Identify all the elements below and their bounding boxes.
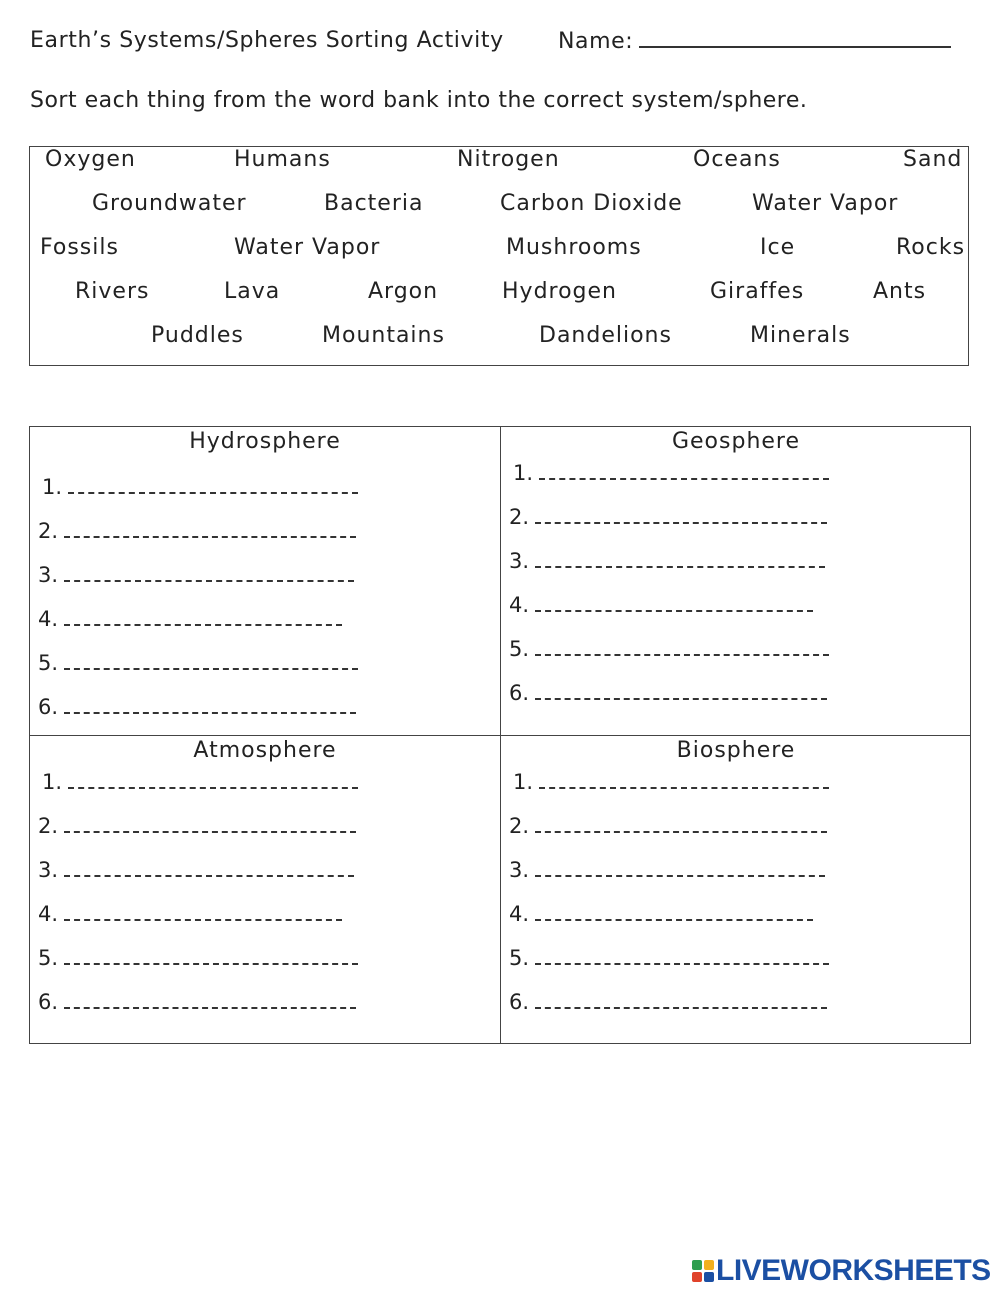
word-bank-item: Carbon Dioxide — [500, 191, 683, 216]
geosphere-title: Geosphere — [671, 429, 801, 454]
answer-line[interactable] — [38, 990, 356, 1014]
word-bank-item: Rivers — [75, 279, 150, 304]
instructions: Sort each thing from the word bank into the correct system/sphere. — [30, 88, 808, 113]
line-number: 5. — [38, 946, 59, 970]
word-bank-item: Dandelions — [539, 323, 672, 348]
answer-blank[interactable] — [64, 907, 342, 921]
answer-line[interactable] — [513, 770, 829, 794]
answer-line[interactable] — [509, 681, 827, 705]
answer-line[interactable] — [42, 770, 358, 794]
line-number: 3. — [509, 858, 530, 882]
word-bank — [29, 146, 969, 366]
answer-blank[interactable] — [68, 480, 358, 494]
answer-blank[interactable] — [535, 510, 827, 524]
word-bank-item: Oceans — [693, 147, 781, 172]
liveworksheets-logo-text: LIVEWORKSHEETS — [716, 1254, 991, 1287]
line-number: 6. — [38, 990, 59, 1014]
answer-blank[interactable] — [64, 612, 342, 626]
answer-line[interactable] — [38, 858, 354, 882]
answer-blank[interactable] — [68, 775, 358, 789]
line-number: 3. — [38, 563, 59, 587]
answer-blank[interactable] — [64, 656, 358, 670]
answer-line[interactable] — [38, 946, 358, 970]
line-number: 1. — [513, 461, 534, 485]
word-bank-item: Water Vapor — [234, 235, 381, 260]
answer-blank[interactable] — [64, 863, 354, 877]
answer-line[interactable] — [38, 814, 356, 838]
answer-blank[interactable] — [64, 819, 356, 833]
line-number: 4. — [509, 593, 530, 617]
answer-blank[interactable] — [535, 995, 827, 1009]
answer-line[interactable] — [509, 946, 829, 970]
answer-blank[interactable] — [64, 951, 358, 965]
word-bank-item: Nitrogen — [457, 147, 560, 172]
answer-line[interactable] — [513, 461, 829, 485]
geosphere-box — [501, 427, 971, 735]
liveworksheets-logo — [692, 1250, 992, 1290]
word-bank-item: Argon — [368, 279, 439, 304]
biosphere-title: Biosphere — [676, 738, 796, 763]
answer-blank[interactable] — [535, 819, 827, 833]
line-number: 1. — [42, 770, 63, 794]
answer-blank[interactable] — [539, 466, 829, 480]
answer-line[interactable] — [38, 902, 342, 926]
sorting-grid — [29, 426, 971, 1044]
line-number: 5. — [509, 637, 530, 661]
hydrosphere-box — [30, 427, 500, 735]
answer-line[interactable] — [509, 593, 813, 617]
word-bank-item: Puddles — [151, 323, 244, 348]
line-number: 2. — [38, 519, 59, 543]
line-number: 1. — [513, 770, 534, 794]
atmosphere-title: Atmosphere — [193, 738, 337, 763]
hydrosphere-title: Hydrosphere — [189, 429, 341, 454]
line-number: 4. — [38, 902, 59, 926]
line-number: 4. — [38, 607, 59, 631]
biosphere-box — [501, 736, 971, 1044]
word-bank-item: Lava — [224, 279, 281, 304]
answer-line[interactable] — [509, 902, 813, 926]
line-number: 2. — [509, 814, 530, 838]
word-bank-item: Groundwater — [92, 191, 247, 216]
word-bank-item: Ice — [760, 235, 796, 260]
answer-line[interactable] — [38, 519, 356, 543]
answer-blank[interactable] — [64, 995, 356, 1009]
word-bank-item: Humans — [234, 147, 331, 172]
name-input-blank[interactable] — [639, 28, 951, 48]
line-number: 4. — [509, 902, 530, 926]
answer-blank[interactable] — [535, 907, 813, 921]
word-bank-item: Ants — [873, 279, 927, 304]
answer-blank[interactable] — [535, 554, 825, 568]
answer-line[interactable] — [509, 549, 825, 573]
answer-line[interactable] — [509, 990, 827, 1014]
line-number: 6. — [509, 990, 530, 1014]
answer-line[interactable] — [38, 651, 358, 675]
word-bank-item: Water Vapor — [752, 191, 899, 216]
liveworksheets-logo-icon — [692, 1260, 714, 1282]
answer-line[interactable] — [38, 607, 342, 631]
line-number: 2. — [509, 505, 530, 529]
atmosphere-box — [30, 736, 500, 1044]
word-bank-item: Hydrogen — [502, 279, 617, 304]
answer-blank[interactable] — [535, 598, 813, 612]
answer-line[interactable] — [38, 563, 354, 587]
answer-blank[interactable] — [535, 863, 825, 877]
answer-line[interactable] — [509, 814, 827, 838]
answer-line[interactable] — [509, 858, 825, 882]
answer-line[interactable] — [38, 695, 356, 719]
word-bank-item: Sand — [903, 147, 963, 172]
line-number: 2. — [38, 814, 59, 838]
line-number: 6. — [509, 681, 530, 705]
line-number: 3. — [509, 549, 530, 573]
word-bank-item: Minerals — [750, 323, 851, 348]
worksheet-title: Earth’s Systems/Spheres Sorting Activity — [30, 28, 504, 53]
answer-blank[interactable] — [64, 524, 356, 538]
line-number: 6. — [38, 695, 59, 719]
word-bank-item: Mountains — [322, 323, 445, 348]
line-number: 5. — [38, 651, 59, 675]
word-bank-item: Bacteria — [324, 191, 424, 216]
answer-blank[interactable] — [535, 642, 829, 656]
word-bank-item: Mushrooms — [506, 235, 642, 260]
line-number: 3. — [38, 858, 59, 882]
answer-blank[interactable] — [535, 951, 829, 965]
answer-blank[interactable] — [64, 568, 354, 582]
name-label: Name: — [558, 29, 634, 54]
word-bank-item: Giraffes — [710, 279, 805, 304]
answer-line[interactable] — [42, 475, 358, 499]
word-bank-item: Rocks — [896, 235, 966, 260]
answer-blank[interactable] — [535, 686, 827, 700]
answer-blank[interactable] — [64, 700, 356, 714]
answer-blank[interactable] — [539, 775, 829, 789]
line-number: 1. — [42, 475, 63, 499]
line-number: 5. — [509, 946, 530, 970]
answer-line[interactable] — [509, 637, 829, 661]
name-field — [558, 28, 951, 54]
word-bank-item: Fossils — [40, 235, 119, 260]
word-bank-item: Oxygen — [45, 147, 136, 172]
answer-line[interactable] — [509, 505, 827, 529]
